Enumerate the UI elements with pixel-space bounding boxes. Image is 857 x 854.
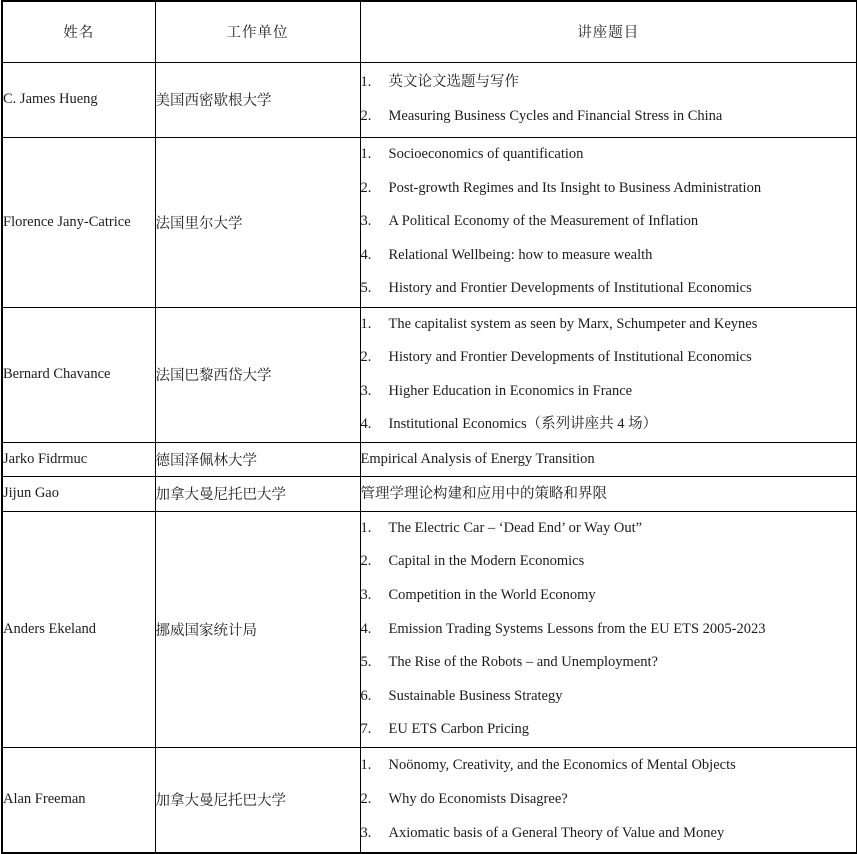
- topic-item: [361, 749, 857, 783]
- topic-text: Emission Trading Systems Lessons from the EU ETS 2005-2023: [388, 620, 766, 637]
- topic-text: 英文论文选题与写作: [388, 73, 519, 90]
- header-name: 姓名: [2, 1, 155, 62]
- document-page: [1, 0, 856, 854]
- topic-text: Relational Wellbeing: how to measure wealth: [388, 246, 653, 263]
- table-row: [2, 442, 857, 476]
- table-row: [2, 511, 857, 747]
- affiliation: 德国泽佩林大学: [155, 442, 360, 476]
- topic-number: 1.: [360, 757, 372, 774]
- topic-item: [361, 138, 857, 172]
- lecture-schedule-table: [1, 0, 857, 854]
- header-row: [2, 1, 857, 62]
- topic-number: 4.: [360, 416, 372, 433]
- topic-number: 2.: [360, 107, 372, 124]
- header-lecture-topics: 讲座题目: [360, 1, 857, 62]
- topic-number: 5.: [360, 654, 372, 671]
- affiliation: 挪威国家统计局: [155, 511, 360, 747]
- topic-text: Axiomatic basis of a General Theory of Value and Money: [388, 824, 725, 841]
- affiliation: 加拿大曼尼托巴大学: [155, 748, 360, 853]
- speaker-name: Bernard Chavance: [2, 307, 155, 442]
- topic-item: [361, 680, 857, 714]
- topic-text: History and Frontier Developments of Institutional Economics: [388, 349, 752, 366]
- speaker-name: Florence Jany-Catrice: [2, 137, 155, 307]
- lecture-topics: [360, 748, 857, 853]
- topic-number: 3.: [360, 587, 372, 604]
- header-affiliation: 工作单位: [155, 1, 360, 62]
- topic-item: [361, 66, 857, 100]
- topic-text: Noönomy, Creativity, and the Economics of Mental Objects: [388, 757, 736, 774]
- topic-number: 6.: [360, 687, 372, 704]
- topic-text: 管理学理论构建和应用中的策略和界限: [360, 485, 607, 502]
- table-row: [2, 476, 857, 511]
- topic-number: 2.: [360, 179, 372, 196]
- topic-item: [361, 172, 857, 206]
- table-row: [2, 748, 857, 853]
- speaker-name: Jarko Fidrmuc: [2, 442, 155, 476]
- topic-item: [361, 272, 857, 306]
- topic-number: 1.: [360, 73, 372, 90]
- topic-text: Higher Education in Economics in France: [388, 382, 633, 399]
- lecture-topics: [360, 476, 857, 511]
- topic-item: [361, 100, 857, 134]
- topic-text: Sustainable Business Strategy: [388, 687, 563, 704]
- topic-item: [361, 783, 857, 817]
- topic-item: [361, 579, 857, 613]
- topic-item: [361, 308, 857, 342]
- speaker-name: Jijun Gao: [2, 476, 155, 511]
- table-row: [2, 307, 857, 442]
- table-row: [2, 137, 857, 307]
- topic-text: Institutional Economics（系列讲座共 4 场）: [388, 416, 658, 433]
- topic-text: Capital in the Modern Economics: [388, 553, 585, 570]
- topic-text: The Rise of the Robots – and Unemployment?: [388, 654, 658, 671]
- affiliation: 法国巴黎西岱大学: [155, 307, 360, 442]
- topic-number: 1.: [360, 315, 372, 332]
- topic-item: [361, 713, 857, 747]
- lecture-topics: [360, 137, 857, 307]
- topic-number: 5.: [360, 280, 372, 297]
- speaker-name: C. James Hueng: [2, 62, 155, 137]
- topic-item: [361, 341, 857, 375]
- topic-item: [361, 408, 857, 442]
- topic-number: 2.: [360, 790, 372, 807]
- lecture-topics: [360, 511, 857, 747]
- topic-text: Measuring Business Cycles and Financial Stress in China: [388, 107, 723, 124]
- speaker-name: Anders Ekeland: [2, 511, 155, 747]
- topic-text: Empirical Analysis of Energy Transition: [360, 451, 595, 468]
- topic-text: Post-growth Regimes and Its Insight to Business Administration: [388, 179, 762, 196]
- topic-text: The capitalist system as seen by Marx, Schumpeter and Keynes: [388, 315, 758, 332]
- topic-item: [361, 613, 857, 647]
- topic-text: Competition in the World Economy: [388, 587, 596, 604]
- topic-number: 3.: [360, 824, 372, 841]
- topic-number: 2.: [360, 349, 372, 366]
- topic-text: History and Frontier Developments of Institutional Economics: [388, 280, 752, 297]
- topic-number: 2.: [360, 553, 372, 570]
- topic-text: Why do Economists Disagree?: [388, 790, 568, 807]
- topic-item: [361, 545, 857, 579]
- topic-number: 4.: [360, 620, 372, 637]
- topic-number: 1.: [360, 146, 372, 163]
- table-body: [2, 62, 857, 853]
- affiliation: 加拿大曼尼托巴大学: [155, 476, 360, 511]
- topic-item: [361, 512, 857, 546]
- topic-text: The Electric Car – ‘Dead End’ or Way Out”: [388, 519, 643, 536]
- topic-item: [361, 239, 857, 273]
- topic-item: [361, 375, 857, 409]
- topic-number: 3.: [360, 382, 372, 399]
- topic-text: A Political Economy of the Measurement of Inflation: [388, 213, 699, 230]
- lecture-topics: [360, 307, 857, 442]
- topic-number: 3.: [360, 213, 372, 230]
- topic-item: [361, 205, 857, 239]
- lecture-topics: [360, 442, 857, 476]
- topic-item: [361, 817, 857, 851]
- topic-number: 4.: [360, 246, 372, 263]
- topic-text: EU ETS Carbon Pricing: [388, 721, 530, 738]
- affiliation: 美国西密歇根大学: [155, 62, 360, 137]
- topic-item: [361, 646, 857, 680]
- topic-number: 7.: [360, 721, 372, 738]
- topic-number: 1.: [360, 519, 372, 536]
- affiliation: 法国里尔大学: [155, 137, 360, 307]
- table-row: [2, 62, 857, 137]
- speaker-name: Alan Freeman: [2, 748, 155, 853]
- lecture-topics: [360, 62, 857, 137]
- topic-text: Socioeconomics of quantification: [388, 146, 584, 163]
